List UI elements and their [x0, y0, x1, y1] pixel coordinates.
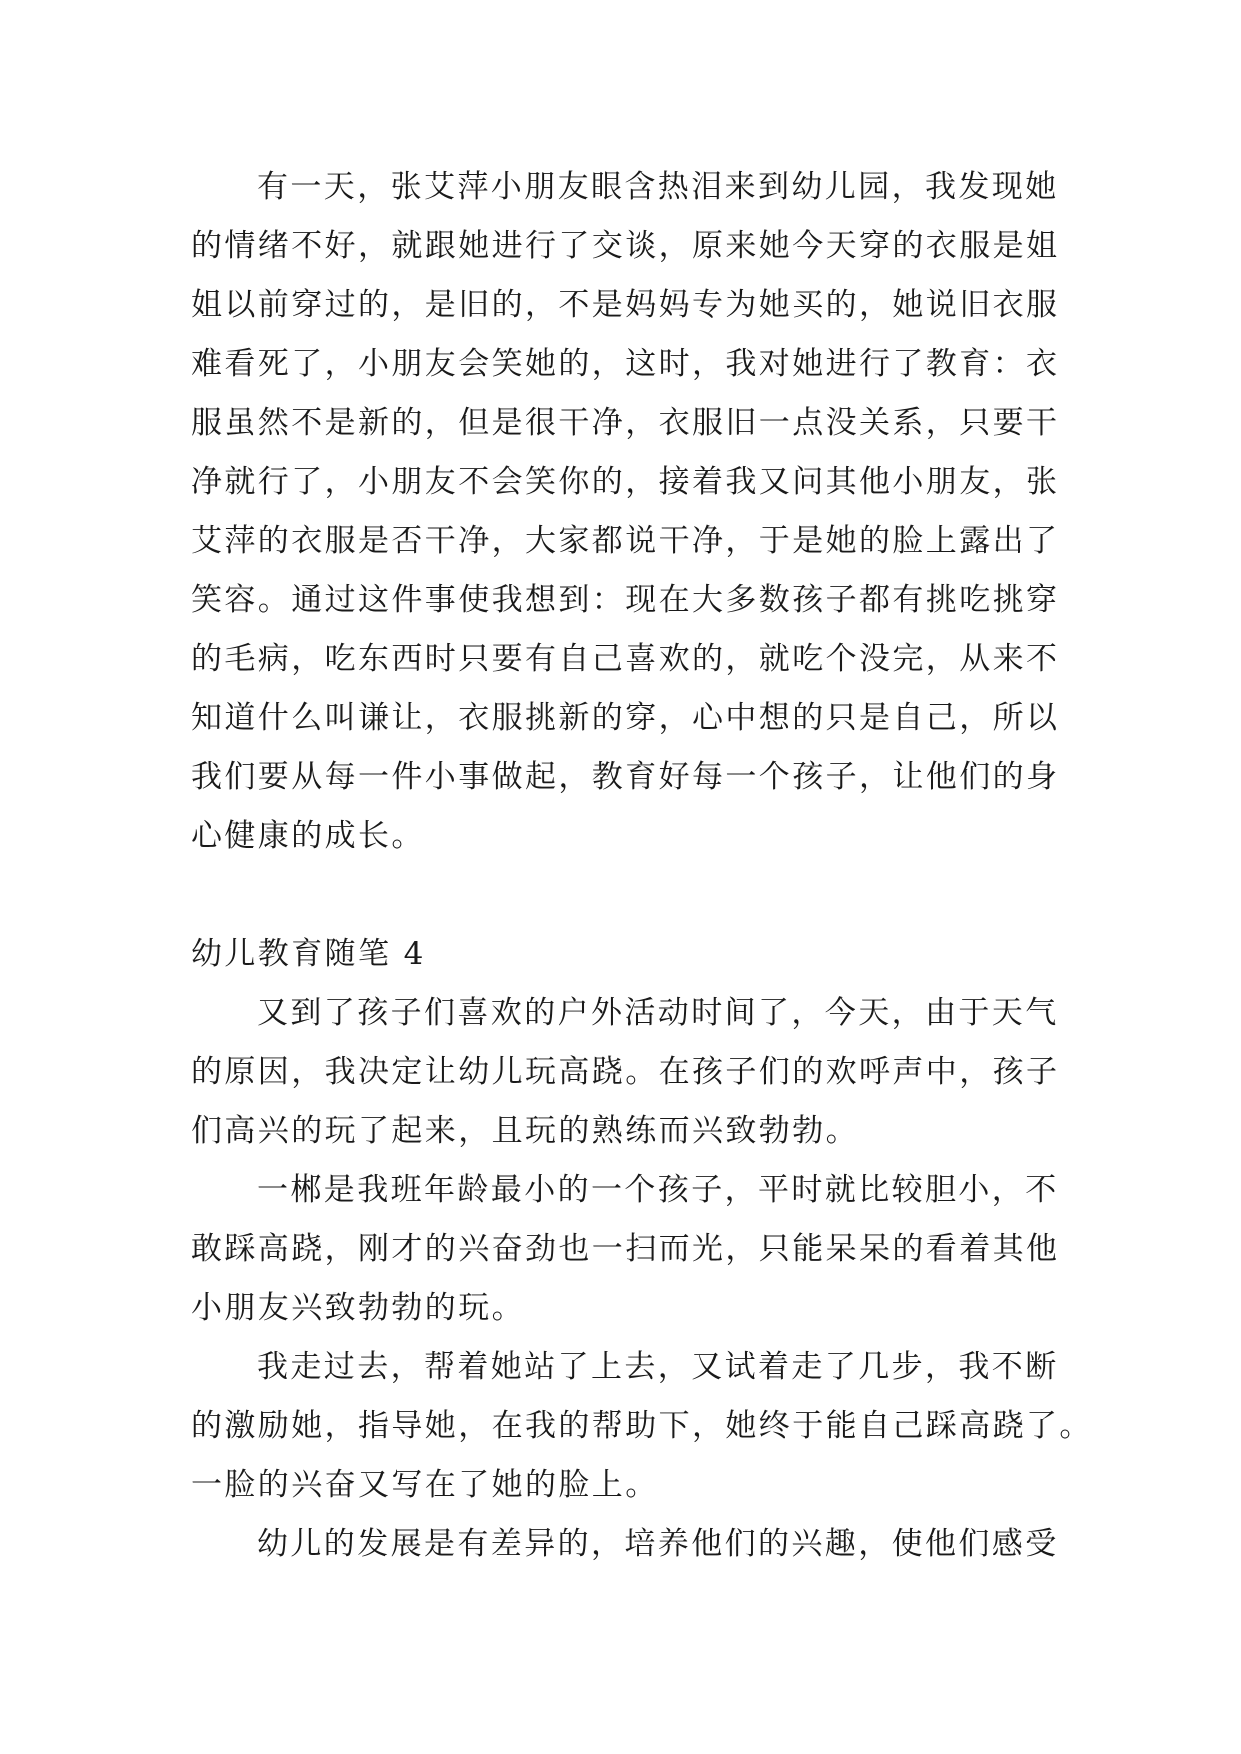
- text-line: 心健康的成长。: [191, 818, 425, 854]
- paragraph-2: [191, 984, 1061, 1161]
- text-line: 难看死了，小朋友会笑她的，这时，我对她进行了教育：衣: [191, 346, 1060, 382]
- text-line: 的情绪不好，就跟她进行了交谈，原来她今天穿的衣服是姐: [191, 228, 1060, 264]
- text-line: 我们要从每一件小事做起，教育好每一个孩子，让他们的身: [191, 759, 1060, 795]
- paragraph-1: [191, 158, 1061, 866]
- paragraph-3: [191, 1161, 1061, 1338]
- text-line: 幼儿的发展是有差异的，培养他们的兴趣，使他们感受: [257, 1526, 1059, 1562]
- text-line: 小朋友兴致勃勃的玩。: [191, 1290, 525, 1326]
- text-line: 一郴是我班年龄最小的一个孩子，平时就比较胆小，不: [257, 1172, 1059, 1208]
- text-line: 笑容。通过这件事使我想到：现在大多数孩子都有挑吃挑穿: [191, 582, 1060, 618]
- text-line: 我走过去，帮着她站了上去，又试着走了几步，我不断: [257, 1349, 1059, 1385]
- text-line: 的毛病，吃东西时只要有自己喜欢的，就吃个没完，从来不: [191, 641, 1060, 677]
- document-body: [191, 158, 1093, 1574]
- text-line: 知道什么叫谦让，衣服挑新的穿，心中想的只是自己，所以: [191, 700, 1060, 736]
- paragraph-5: [191, 1515, 1061, 1574]
- section-title-text: 幼儿教育随笔 4: [191, 936, 426, 972]
- text-line: 有一天，张艾萍小朋友眼含热泪来到幼儿园，我发现她: [257, 169, 1059, 205]
- text-line: 艾萍的衣服是否干净，大家都说干净，于是她的脸上露出了: [191, 523, 1060, 559]
- text-line: 姐以前穿过的，是旧的，不是妈妈专为她买的，她说旧衣服: [191, 287, 1060, 323]
- text-line: 又到了孩子们喜欢的户外活动时间了，今天，由于天气: [257, 995, 1059, 1031]
- text-line: 服虽然不是新的，但是很干净，衣服旧一点没关系，只要干: [191, 405, 1060, 441]
- paragraph-4: [191, 1338, 1093, 1515]
- text-line: 的原因，我决定让幼儿玩高跷。在孩子们的欢呼声中，孩子: [191, 1054, 1060, 1090]
- section-title: [191, 925, 1061, 984]
- text-line: 们高兴的玩了起来，且玩的熟练而兴致勃勃。: [191, 1113, 859, 1149]
- text-line: 一脸的兴奋又写在了她的脸上。: [191, 1467, 659, 1503]
- text-line: 的激励她，指导她，在我的帮助下，她终于能自己踩高跷了。: [191, 1408, 1093, 1444]
- text-line: 敢踩高跷，刚才的兴奋劲也一扫而光，只能呆呆的看着其他: [191, 1231, 1060, 1267]
- text-line: 净就行了，小朋友不会笑你的，接着我又问其他小朋友，张: [191, 464, 1060, 500]
